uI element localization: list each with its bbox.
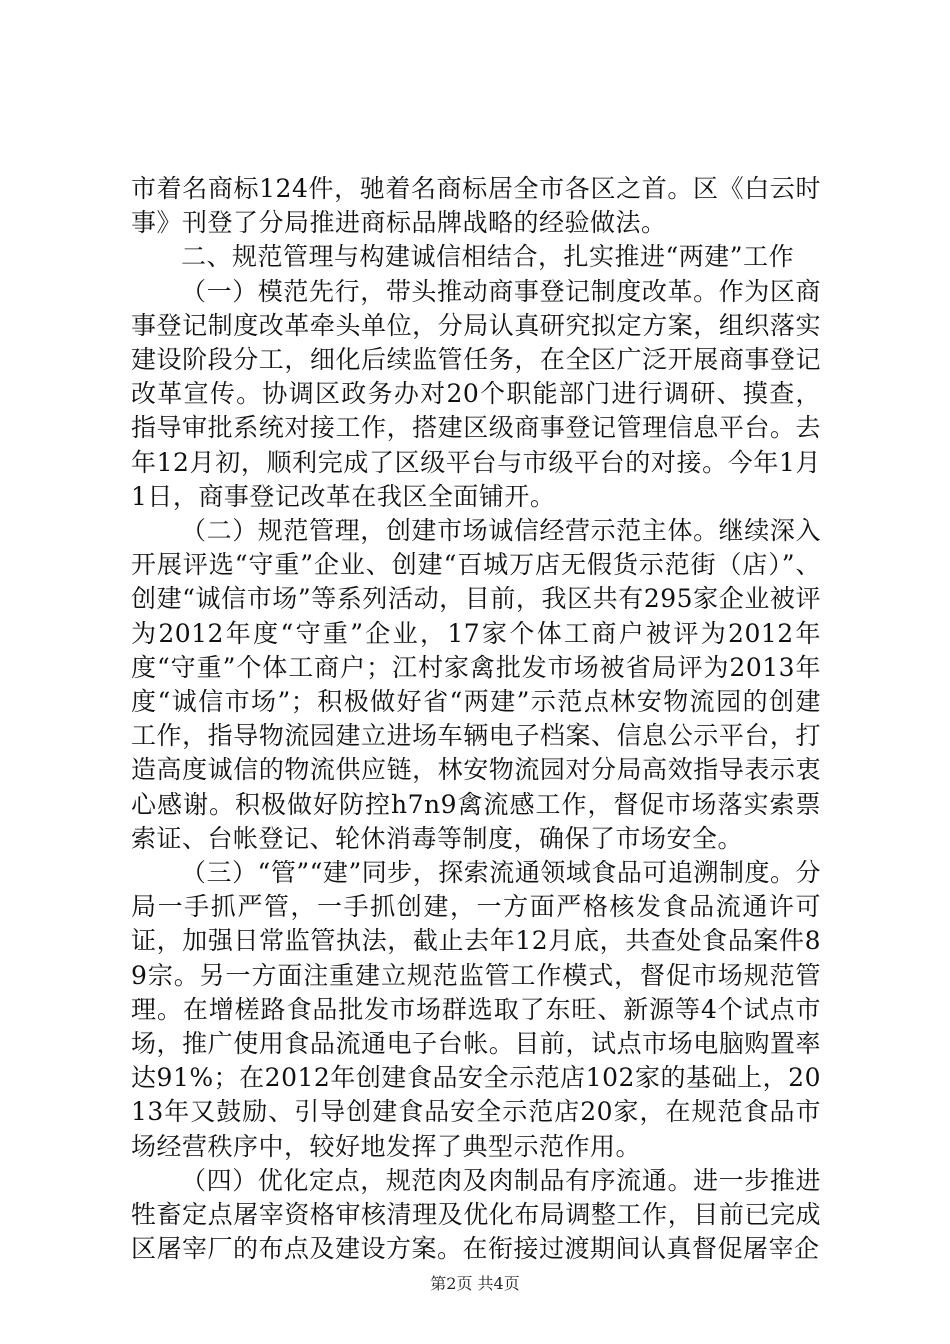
section-heading-two: 二、规范管理与构建诚信相结合，扎实推进“两建”工作 [181,242,795,272]
paragraph-trademark-continuation: 市着名商标124件，驰着名商标居全市各区之首。区《白云时事》刊登了分局推进商标品牌战略的经验做法。 [131,174,821,238]
document-body [131,172,821,1267]
paragraph-item-two: （二）规范管理，创建市场诚信经营示范主体。继续深入开展评选“守重”企业、创建“百城万店无假货示范街（店）”、创建“诚信市场”等系列活动，目前，我区共有295家企业被评为2012年度“守重”企业，17家个体工商户被评为2012年度“守重”个体工商户；江村家禽批发市场被省局评为2013年度“诚信市场”；积极做好省“两建”示范点林安物流园的创建工作，指导物流园建立进场车辆电子档案、信息公示平台，打造高度诚信的物流供应链，林安物流园对分局高效指导表示衷心感谢。积极做好防控h7n9禽流感工作，督促市场落实索票索证、台帐登记、轮休消毒等制度，确保了市场安全。 [131,516,821,853]
paragraph-item-three: （三）“管”“建”同步，探索流通领域食品可追溯制度。分局一手抓严管，一手抓创建，一方面严格核发食品流通许可证，加强日常监管执法，截止去年12月底，共查处食品案件89宗。另一方面注重建立规范监管工作模式，督促市场规范管理。在增槎路食品批发市场群选取了东旺、新源等4个试点市场，推广使用食品流通电子台帐。目前，试点市场电脑购置率达91%；在2012年创建食品安全示范店102家的基础上，2013年又鼓励、引导创建食品安全示范店20家，在规范食品市场经营秩序中，较好地发挥了典型示范作用。 [131,858,821,1161]
page-footer: 第2页 共4页 [430,1274,520,1293]
paragraph-item-one: （一）模范先行，带头推动商事登记制度改革。作为区商事登记制度改革牵头单位，分局认真研究拟定方案，组织落实建设阶段分工，细化后续监管任务，在全区广泛开展商事登记改革宣传。协调区政务办对20个职能部门进行调研、摸查，指导审批系统对接工作，搭建区级商事登记管理信息平台。去年12月初，顺利完成了区级平台与市级平台的对接。今年1月1日，商事登记改革在我区全面铺开。 [131,276,821,511]
paragraph-item-four: （四）优化定点，规范肉及肉制品有序流通。进一步推进牲畜定点屠宰资格审核清理及优化布局调整工作，目前已完成区屠宰厂的布点及建设方案。在衔接过渡期间认真督促屠宰企 [131,1165,821,1264]
